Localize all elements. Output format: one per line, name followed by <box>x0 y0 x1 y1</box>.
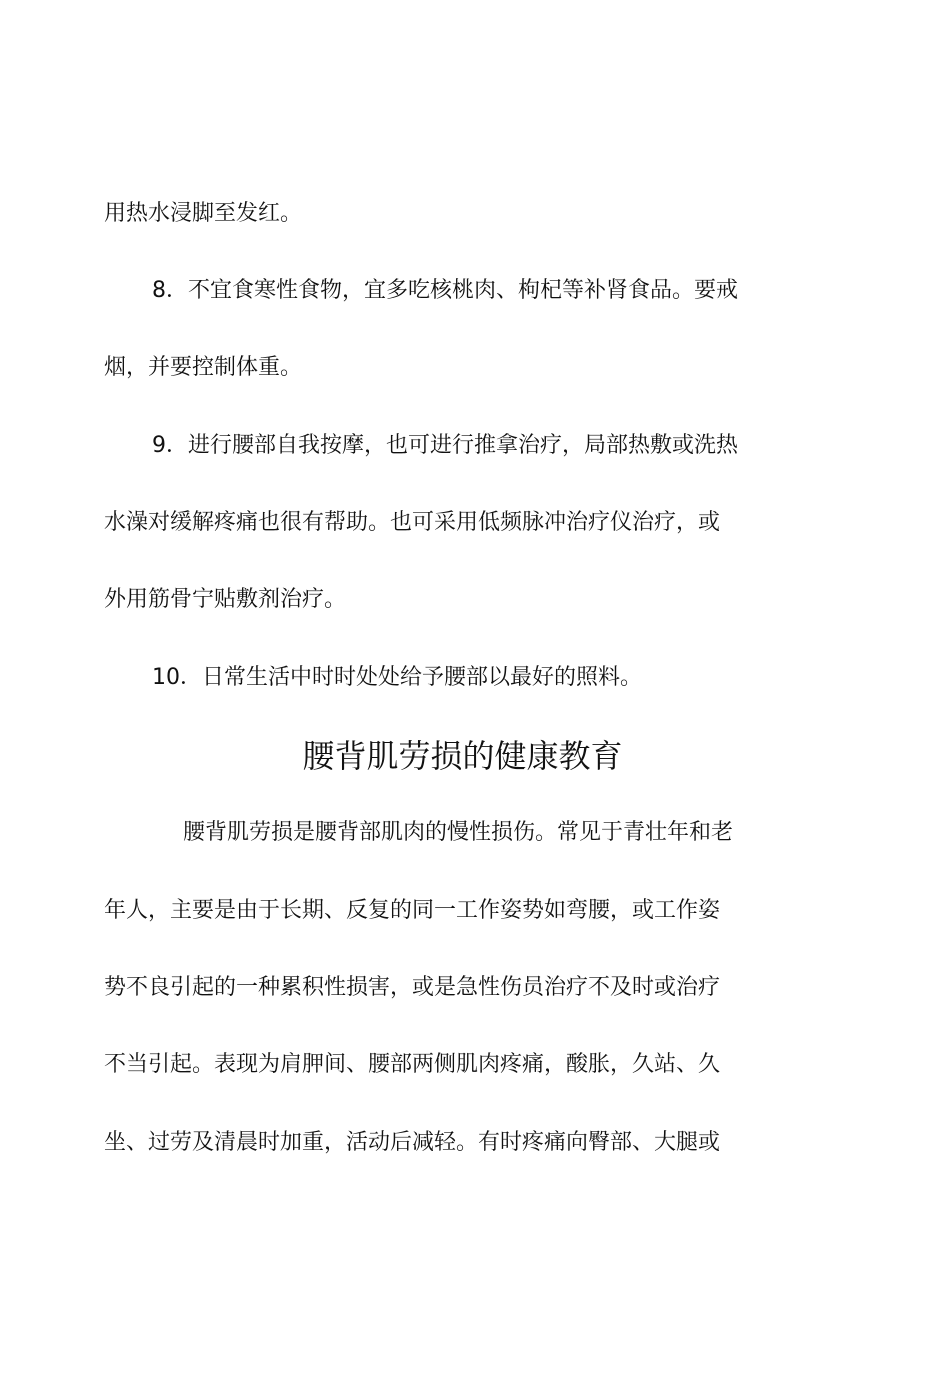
paragraph-line: 坐、过劳及清晨时加重，活动后减轻。有时疼痛向臀部、大腿或 <box>104 1130 721 1155</box>
list-item-8: 8．不宜食寒性食物，宜多吃核桃肉、枸杞等补肾食品。要戒 <box>152 278 738 303</box>
list-item-10: 10．日常生活中时时处处给予腰部以最好的照料。 <box>152 665 642 690</box>
section-title: 腰背肌劳损的健康教育 <box>302 737 623 775</box>
paragraph-line: 不当引起。表现为肩胛间、腰部两侧肌肉疼痛，酸胀，久站、久 <box>104 1052 721 1077</box>
paragraph-line: 势不良引起的一种累积性损害，或是急性伤员治疗不及时或治疗 <box>104 975 721 1000</box>
text-line: 烟，并要控制体重。 <box>104 355 303 380</box>
text-line: 水澡对缓解疼痛也很有帮助。也可采用低频脉冲治疗仪治疗，或 <box>104 510 721 535</box>
text-line: 外用筋骨宁贴敷剂治疗。 <box>104 587 347 612</box>
text-line: 用热水浸脚至发红。 <box>104 201 303 226</box>
paragraph-line: 年人，主要是由于长期、反复的同一工作姿势如弯腰，或工作姿 <box>104 898 721 923</box>
paragraph-line: 腰背肌劳损是腰背部肌肉的慢性损伤。常见于青壮年和老 <box>183 820 734 845</box>
list-item-9: 9．进行腰部自我按摩，也可进行推拿治疗，局部热敷或洗热 <box>152 433 738 458</box>
